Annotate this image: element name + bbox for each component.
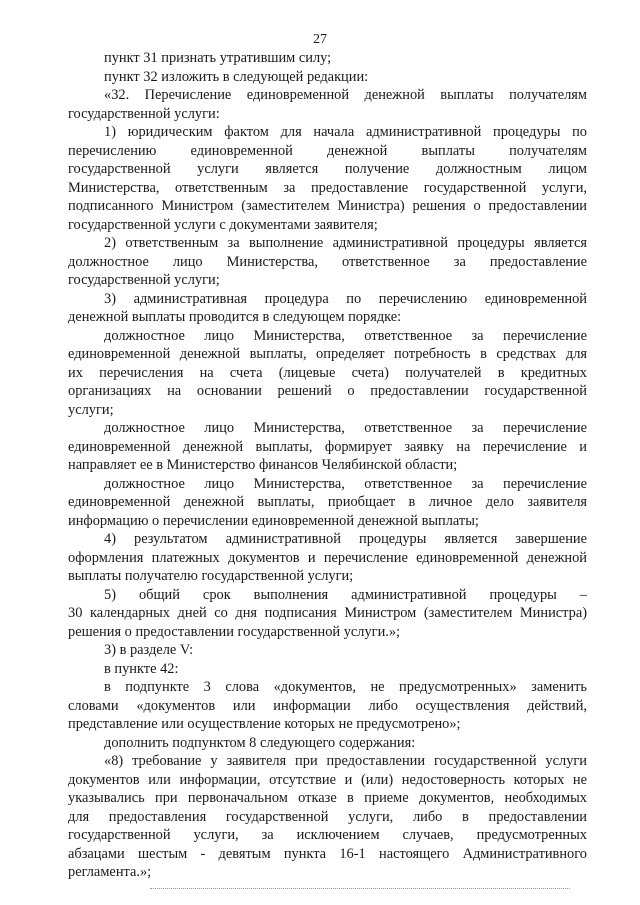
text-line: услуги; bbox=[68, 401, 114, 418]
text-line: единовременной денежной выплаты, формирует заявку на перечисление и bbox=[68, 438, 587, 455]
text-line: выплаты получателю государственной услуги; bbox=[68, 568, 354, 584]
text-line: 30 календарных дней со дня подписания Министром (заместителем Министра) bbox=[68, 605, 587, 621]
text-line: государственной услуги с документами заявителя; bbox=[68, 216, 378, 233]
text-line: пункт 31 признать утратившим силу; bbox=[104, 50, 332, 66]
text-line: должностное лицо Министерства, ответственное за предоставление bbox=[68, 253, 587, 270]
text-line: 1) юридическим фактом для начала административной процедуры по bbox=[104, 124, 587, 140]
text-line: в пункте 42: bbox=[104, 660, 179, 677]
text-line: государственной услуги, за исключением случаев, предусмотренных bbox=[68, 827, 587, 843]
text-line: в подпункте 3 слова «документов, не предусмотренных» заменить bbox=[104, 679, 587, 695]
text-line: регламента.»; bbox=[68, 864, 152, 880]
text-line: государственной услуги; bbox=[68, 272, 220, 288]
text-line: должностное лицо Министерства, ответственное за перечисление bbox=[104, 327, 587, 344]
text-line: 5) общий срок выполнения административной процедуры – bbox=[104, 586, 587, 603]
text-line: государственной услуги: bbox=[68, 105, 220, 122]
text-line: 2) ответственным за выполнение административной процедуры является bbox=[104, 235, 587, 251]
text-line: направляет ее в Министерство финансов Челябинской области; bbox=[68, 457, 458, 473]
text-line: «32. Перечисление единовременной денежной выплаты получателям bbox=[104, 87, 587, 103]
text-line: 4) результатом административной процедуры является завершение bbox=[104, 531, 587, 547]
text-line: оформления платежных документов и перечисление единовременной денежной bbox=[68, 549, 587, 566]
text-line: государственной услуги является получение должностным лицом bbox=[68, 161, 587, 177]
text-line: Министерства, ответственным за предоставление государственной услуги, bbox=[68, 179, 587, 196]
text-line: их перечисления на счета (лицевые счета) получателей в кредитных bbox=[68, 364, 587, 381]
text-line: должностное лицо Министерства, ответственное за перечисление bbox=[104, 475, 587, 492]
text-line: представление или осуществление которых не предусмотрено»; bbox=[68, 716, 461, 732]
text-line: единовременной денежной выплаты, определяет потребность в средствах для bbox=[68, 346, 587, 362]
text-line: решения о предоставлении государственной услуги.»; bbox=[68, 623, 401, 640]
text-line: документов или информации, отсутствие и (или) недостоверность которых не bbox=[68, 771, 587, 788]
text-line: единовременной денежной выплаты, приобщает в личное дело заявителя bbox=[68, 494, 587, 510]
text-line: указывались при первоначальном отказе в приеме документов, необходимых bbox=[68, 790, 587, 806]
text-line: «8) требование у заявителя при предоставлении государственной услуги bbox=[104, 753, 587, 769]
text-line: перечислению единовременной денежной выплаты получателям bbox=[68, 142, 587, 159]
text-line: абзацами шестым - девятым пункта 16-1 настоящего Административного bbox=[68, 845, 587, 862]
text-line: должностное лицо Министерства, ответственное за перечисление bbox=[104, 420, 587, 436]
text-line: пункт 32 изложить в следующей редакции: bbox=[104, 68, 369, 85]
text-line: дополнить подпунктом 8 следующего содержания: bbox=[104, 734, 416, 751]
text-line: денежной выплаты проводится в следующем порядке: bbox=[68, 309, 402, 325]
text-line: подписанного Министром (заместителем Министра) решения о предоставлении bbox=[68, 198, 587, 214]
text-line: 3) административная процедура по перечислению единовременной bbox=[104, 290, 587, 307]
text-line: организациях на основании решений о предоставлении государственной bbox=[68, 383, 587, 399]
text-line: 3) в разделе V: bbox=[104, 642, 194, 658]
page-number: 27 bbox=[313, 32, 327, 47]
text-line: для предоставления государственной услуги, либо в предоставлении bbox=[68, 808, 587, 825]
text-line: информацию о перечислении единовременной денежной выплаты; bbox=[68, 512, 479, 529]
bottom-scan-rule bbox=[150, 888, 570, 889]
document-body bbox=[68, 49, 587, 882]
text-line: словами «документов или информации либо осуществления действий, bbox=[68, 697, 587, 714]
